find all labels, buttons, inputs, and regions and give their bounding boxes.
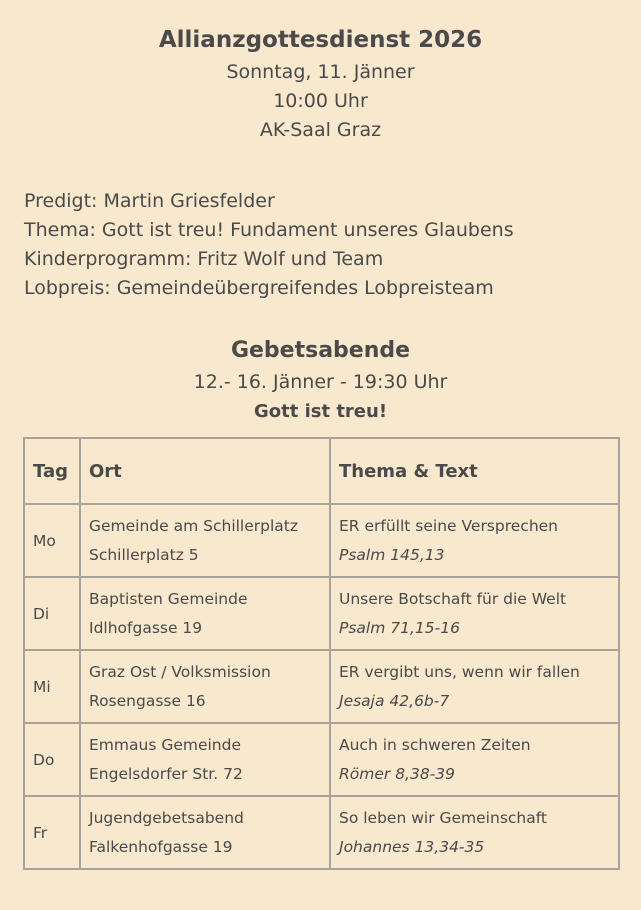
place-address: Rosengasse 16 xyxy=(89,691,206,710)
day-cell: Di xyxy=(24,577,80,650)
place-address: Schillerplatz 5 xyxy=(89,545,199,564)
theme-title: So leben wir Gemeinschaft xyxy=(339,808,547,827)
place-address: Engelsdorfer Str. 72 xyxy=(89,764,243,783)
prayer-motto: Gott ist treu! xyxy=(253,401,388,422)
header-day: Tag xyxy=(24,438,80,504)
theme-cell xyxy=(330,723,619,796)
bible-verse: Psalm 71,15-16 xyxy=(339,618,460,637)
day-cell: Mo xyxy=(24,504,80,577)
event-venue: AK-Saal Graz xyxy=(259,119,382,141)
day-cell: Do xyxy=(24,723,80,796)
place-cell xyxy=(80,723,330,796)
bible-verse: Jesaja 42,6b-7 xyxy=(339,691,450,710)
place-name: Emmaus Gemeinde xyxy=(89,735,242,754)
place-cell xyxy=(80,796,330,869)
place-name: Gemeinde am Schillerplatz xyxy=(89,516,299,535)
day-cell: Fr xyxy=(24,796,80,869)
header-theme: Thema & Text xyxy=(330,438,619,504)
table-row xyxy=(24,650,619,723)
day-cell: Mi xyxy=(24,650,80,723)
table-row xyxy=(24,577,619,650)
table-header-row xyxy=(24,438,619,504)
prayer-schedule-table xyxy=(23,437,620,870)
place-name: Jugendgebetsabend xyxy=(89,808,244,827)
theme-title: ER erfüllt seine Versprechen xyxy=(339,516,558,535)
theme-cell xyxy=(330,504,619,577)
header-place: Ort xyxy=(80,438,330,504)
place-name: Baptisten Gemeinde xyxy=(89,589,248,608)
theme-title: ER vergibt uns, wenn wir fallen xyxy=(339,662,580,681)
worship-line: Lobpreis: Gemeindeübergreifendes Lobpreisteam xyxy=(24,277,494,299)
theme-title: Auch in schweren Zeiten xyxy=(339,735,531,754)
place-name: Graz Ost / Volksmission xyxy=(89,662,271,681)
preacher-line: Predigt: Martin Griesfelder xyxy=(24,190,275,212)
place-cell xyxy=(80,504,330,577)
place-cell xyxy=(80,577,330,650)
bible-verse: Römer 8,38-39 xyxy=(339,764,456,783)
theme-cell xyxy=(330,650,619,723)
theme-line: Thema: Gott ist treu! Fundament unseres Glaubens xyxy=(24,219,514,241)
theme-cell xyxy=(330,796,619,869)
table-row xyxy=(24,796,619,869)
bible-verse: Psalm 145,13 xyxy=(339,545,445,564)
prayer-dates: 12.- 16. Jänner - 19:30 Uhr xyxy=(193,371,448,393)
bible-verse: Johannes 13,34-35 xyxy=(339,837,485,856)
prayer-title: Gebetsabende xyxy=(230,338,411,363)
kids-program-line: Kinderprogramm: Fritz Wolf und Team xyxy=(24,248,384,270)
place-address: Falkenhofgasse 19 xyxy=(89,837,233,856)
theme-title: Unsere Botschaft für die Welt xyxy=(339,589,567,608)
place-cell xyxy=(80,650,330,723)
place-address: Idlhofgasse 19 xyxy=(89,618,203,637)
theme-cell xyxy=(330,577,619,650)
table-row xyxy=(24,504,619,577)
event-date: Sonntag, 11. Jänner xyxy=(226,61,415,83)
table-row xyxy=(24,723,619,796)
event-time: 10:00 Uhr xyxy=(273,90,368,112)
event-title: Allianzgottesdienst 2026 xyxy=(158,27,483,53)
